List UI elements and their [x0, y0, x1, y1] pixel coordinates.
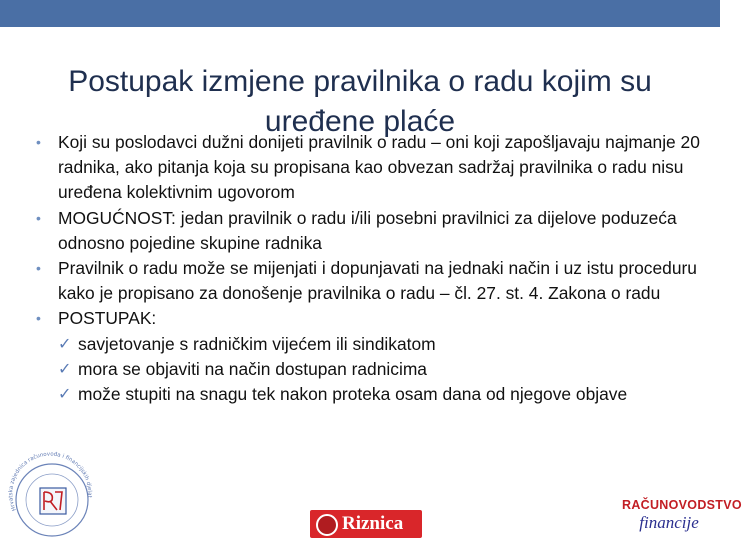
sub-bullet-list [58, 332, 708, 408]
sub-bullet-text: mora se objaviti na način dostupan radnicima [78, 358, 427, 379]
rf-logo-bottom-text: financije [639, 513, 699, 532]
bullet-dot-icon: • [36, 134, 41, 150]
riznica-logo-text: Riznica [342, 513, 404, 534]
top-banner [0, 0, 720, 27]
sub-bullet-item [58, 357, 708, 382]
sub-bullet-item [58, 382, 708, 407]
bullet-text: Pravilnik o radu može se mijenjati i dopunjavati na jednaki način i uz istu proceduru kako je propisano za donošenje pravilnika o radu – čl. 27. st. 4. Zakona o radu [58, 258, 697, 304]
title-line-2: uređene plaće [264, 105, 456, 139]
bullet-item [8, 130, 708, 206]
bullet-dot-icon: • [36, 209, 41, 226]
bullet-dot-icon: • [36, 310, 41, 327]
sub-bullet-text: savjetovanje s radničkim vijećem ili sindikatom [78, 333, 436, 354]
racunovodstvo-financije-logo [622, 497, 742, 537]
title-line-1: Postupak izmjene pravilnika o radu kojim su [68, 65, 652, 99]
bullet-list [8, 130, 708, 407]
bullet-text: Koji su poslodavci dužni donijeti pravilnik o radu – oni koji zapošljavaju najmanje 20 radnika, ako pitanja koja su propisana kao obvezan sadržaj pravilnika o radu nisu uređena kolektivnim ugovorom [58, 132, 700, 203]
sub-bullet-text: može stupiti na snagu tek nakon proteka osam dana od njegove objave [78, 384, 628, 405]
bullet-text: POSTUPAK: [58, 308, 157, 329]
rf-logo-top-text: RAČUNOVODSTVO [622, 498, 742, 512]
checkmark-icon: ✓ [58, 386, 72, 404]
checkmark-icon: ✓ [58, 360, 72, 378]
association-seal-logo [2, 448, 100, 540]
bullet-text: MOGUĆNOST: jedan pravilnik o radu i/ili posebni pravilnici za dijelove poduzeća odnosno pojedine skupine radnika [58, 207, 677, 253]
bullet-item [8, 256, 708, 306]
bullet-item [8, 206, 708, 256]
bullet-dot-icon: • [36, 260, 41, 277]
bullet-item [8, 306, 708, 407]
seal-ring-text: Hrvatska zajednica računovođa i financijskih djelat [8, 451, 93, 512]
riznica-emblem-icon [316, 514, 338, 536]
riznica-logo [310, 510, 422, 538]
checkmark-icon: ✓ [58, 335, 72, 353]
sub-bullet-item [58, 332, 708, 357]
